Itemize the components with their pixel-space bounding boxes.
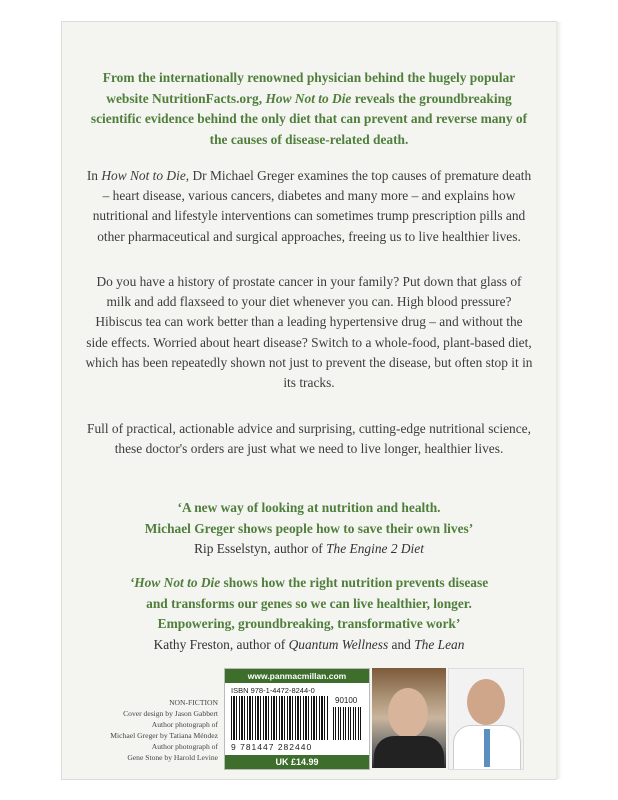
- para1-title: How Not to Die: [101, 168, 186, 183]
- lead-text-after: reveals the groundbreaking scientific evidence behind the only diet that can prevent and reverse many of the causes of disease-related death.: [90, 90, 528, 147]
- credit-genre: NON-FICTION: [169, 698, 218, 707]
- quote1-attribution: [84, 539, 534, 560]
- photo1-face: [388, 688, 428, 738]
- credit-photo-2-label: Author photograph of: [151, 742, 218, 751]
- quote-freston: [84, 573, 534, 655]
- quote1-line1: ‘A new way of looking at nutrition and health.: [177, 500, 441, 515]
- quote2-attribution: [84, 635, 534, 656]
- quote2-attr-mid: and: [388, 636, 415, 652]
- publisher-url: www.panmacmillan.com: [225, 669, 369, 683]
- photo1-body: [374, 736, 444, 768]
- quote2-title: ‘How Not to Die: [129, 575, 221, 590]
- barcode-addon-digits: 90100: [335, 696, 358, 705]
- quote2-line2: and transforms our genes so we can live healthier, longer.: [146, 595, 472, 611]
- body-paragraph-1: [84, 166, 534, 247]
- credits: [66, 697, 218, 763]
- lead-paragraph: [84, 68, 534, 150]
- credit-cover-design: Cover design by Jason Gabbert: [123, 709, 218, 718]
- lead-text-before: From the internationally renowned physician behind the hugely popular website NutritionFacts.org,: [102, 70, 516, 106]
- photo2-tie: [484, 729, 490, 767]
- credit-photo-2-name: Gene Stone by Harold Levine: [127, 753, 218, 762]
- barcode-addon-bars: [333, 707, 363, 740]
- quote2-attr-title2: The Lean: [414, 636, 465, 652]
- body-paragraph-3: Full of practical, actionable advice and surprising, cutting-edge nutritional science, these doctor's orders are just what we need to live longer, healthier lives.: [87, 421, 531, 457]
- quote1-line2: Michael Greger shows people how to save their own lives’: [144, 520, 474, 536]
- quote1-attr-prefix: Rip Esselstyn, author of: [194, 541, 327, 556]
- barcode-digits: 9 781447 282440: [231, 742, 313, 752]
- credit-photo-1-name: Michael Greger by Tatiana Méndez: [110, 731, 218, 740]
- quote1-attr-title: The Engine 2 Diet: [326, 541, 424, 556]
- para1-rest: , Dr Michael Greger examines the top causes of premature death – heart disease, various cancers, diabetes and many more – and explains how nutritional and lifestyle interventions can sometimes trump prescription pills and other pharmaceutical and surgical approaches, freeing us to live healthier lives.: [92, 168, 532, 244]
- author-photo-greger: [448, 668, 524, 770]
- credit-photo-1-label: Author photograph of: [151, 720, 218, 729]
- quote2-attr-title1: Quantum Wellness: [288, 636, 389, 652]
- barcode-panel: [224, 668, 370, 770]
- para1-prefix: In: [86, 168, 102, 183]
- lead-title: How Not to Die: [265, 90, 352, 106]
- quote2-line1-rest: shows how the right nutrition prevents disease: [220, 575, 489, 590]
- quote2-line1: [84, 573, 534, 594]
- price-label: UK £14.99: [225, 755, 369, 769]
- barcode-bars: [231, 696, 329, 740]
- isbn-label: ISBN 978-1-4472-8244-0: [231, 686, 315, 695]
- quote-esselstyn: [84, 498, 534, 560]
- quote2-attr-prefix: Kathy Freston, author of: [153, 636, 289, 652]
- cover-edge: [556, 22, 562, 779]
- body-paragraph-2: Do you have a history of prostate cancer in your family? Put down that glass of milk and add flaxseed to your diet whenever you can. High blood pressure? Hibiscus tea can work better than a leading hypertensive drug – and without the side effects. Worried about heart disease? Switch to a whole-food, plant-based diet, which has been repeatedly shown not just to prevent the disease, but often stop it in its tracks.: [85, 274, 533, 391]
- quote2-line3: Empowering, groundbreaking, transformative work’: [157, 616, 461, 631]
- photo2-face: [467, 679, 505, 725]
- author-photo-stone: [372, 668, 446, 768]
